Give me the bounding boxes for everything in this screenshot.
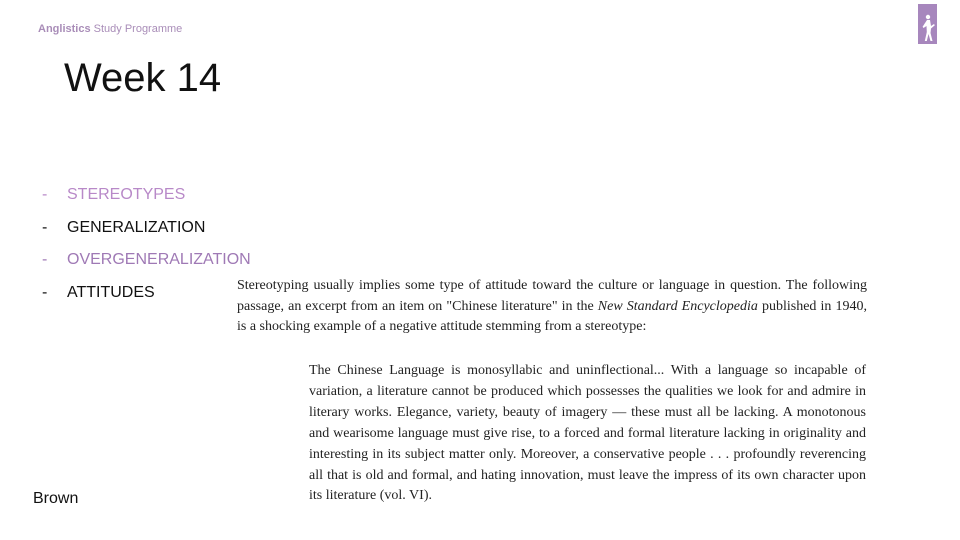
author-name: Brown	[33, 490, 79, 507]
encyclopedia-title: New Standard Encyclopedia	[597, 298, 758, 314]
list-item-label: STEREOTYPES	[67, 186, 186, 203]
list-item-label: OVERGENERALIZATION	[67, 251, 251, 268]
figure-logo-icon	[918, 4, 937, 44]
brand-name: Anglistics	[38, 23, 91, 35]
block-quote: The Chinese Language is monosyllabic and uninflectional... With a language so incapable of variation, a literature cannot be produced which possesses the qualities we look for and admire in literary works. Elegance, variety, beauty of imagery — these must all be lacking. A monotonous and wearisome language must give rise, to a forced and formal literature lacking in originality and interesting in its subject matter only. Moreover, a conservative people . . . profoundly reverencing all that is old and formal, and hating innovation, must leave the impress of its own character upon its literature (vol. VI).	[309, 363, 866, 504]
list-item-label: ATTITUDES	[67, 283, 155, 301]
brand-subtitle: Study Programme	[93, 23, 183, 35]
list-item-label: GENERALIZATION	[67, 218, 206, 236]
excerpt-intro: Stereotyping usually implies some type of attitude toward the culture or language in question. The following passage, an excerpt from an item on "Chinese literature" in the New Standard Encyclopedia published in 1940, is a shocking example of a negative attitude stemming from a stereotype:	[237, 278, 867, 335]
slide-title: Week 14	[64, 56, 222, 100]
header-brand	[38, 23, 182, 35]
